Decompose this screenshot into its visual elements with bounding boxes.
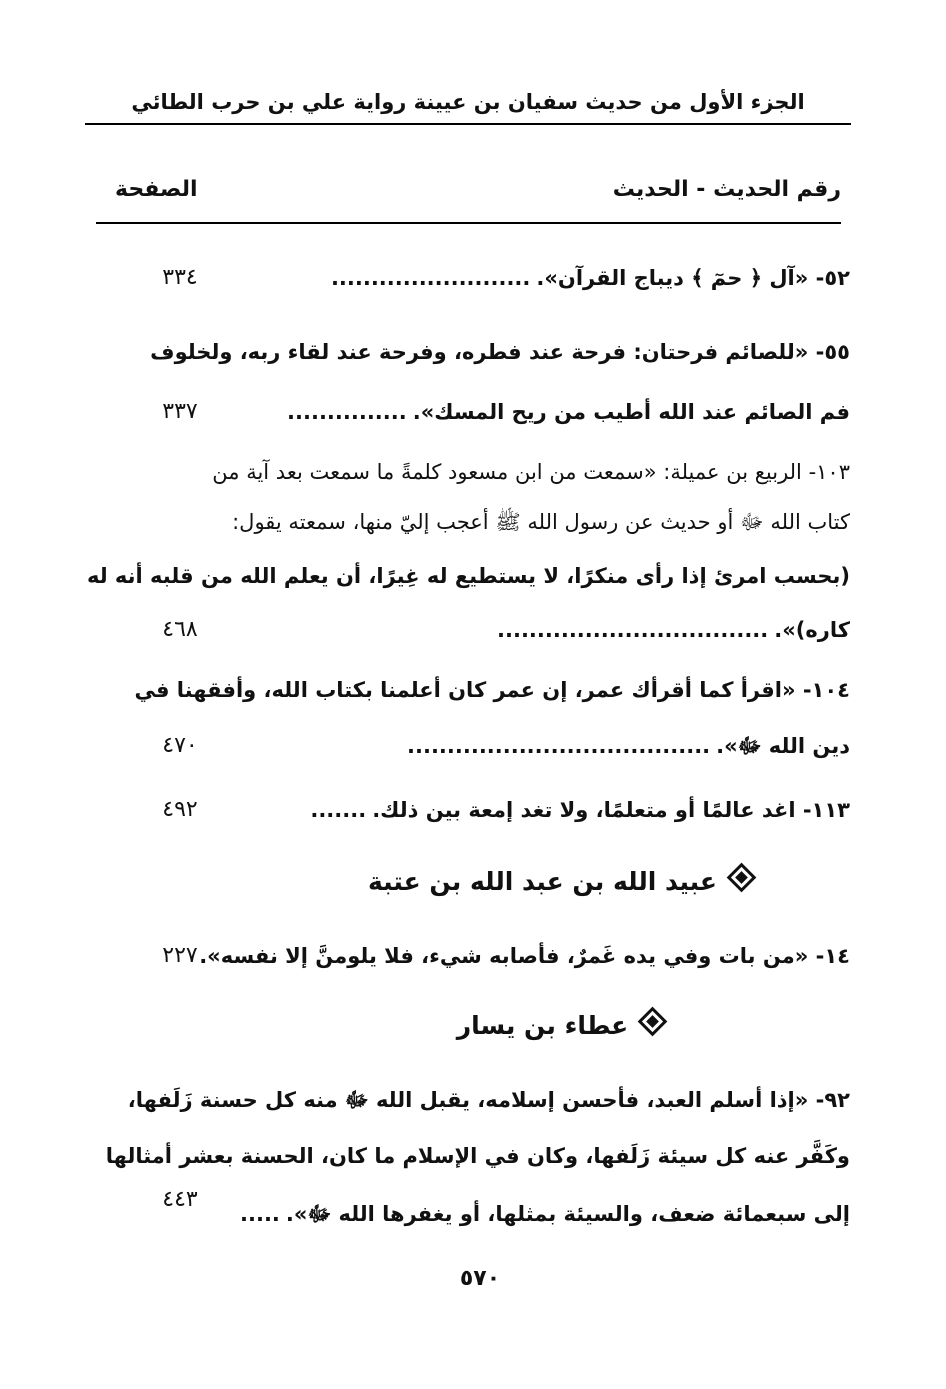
entry-page-number: ٣٣٧ — [162, 399, 198, 424]
index-entry-line: ٩٢- «إذا أسلم العبد، فأحسن إسلامه، يقبل الله ﷻ منه كل حسنة زَلَفها، — [127, 1088, 850, 1112]
index-entry-line: إلى سبعمائة ضعف، والسيئة بمثلها، أو يغفرها الله ﷻ»...... — [240, 1202, 850, 1226]
hadith-column-heading: رقم الحديث - الحديث — [612, 177, 841, 202]
header-rule — [85, 123, 851, 125]
index-entry-line: ٥٥- «للصائم فرحتان: فرحة عند فطره، وفرحة عند لقاء ربه، ولخلوف — [150, 340, 850, 364]
index-entry-line: كاره)»................................... — [497, 618, 850, 642]
diamond-bullet-icon — [727, 863, 757, 893]
leader-dots: .................................. — [497, 618, 769, 642]
leader-dots: ............... — [287, 400, 407, 424]
leader-dots: ......................... — [330, 266, 531, 290]
entry-page-number: ٣٣٤ — [162, 265, 198, 290]
index-entry-line: ١١٣- اغد عالمًا أو متعلمًا، ولا تغد إمعة بين ذلك........ — [310, 798, 850, 822]
page-number: ٥٧٠ — [459, 1266, 501, 1291]
index-entry-line: ١٠٣- الربيع بن عميلة: «سمعت من ابن مسعود كلمةً ما سمعت بعد آية من — [212, 460, 850, 484]
entry-page-number: ٤٦٨ — [162, 617, 198, 642]
running-header: الجزء الأول من حديث سفيان بن عيينة رواية علي بن حرب الطائي — [131, 90, 805, 114]
entry-page-number: ٢٢٧ — [162, 943, 198, 968]
index-entry-line: ١٠٤- «اقرأ كما أقرأك عمر، إن عمر كان أعلمنا بكتاب الله، وأفقهنا في — [134, 678, 850, 702]
section-heading: عطاء بن يسار — [270, 1004, 850, 1048]
leader-dots: ....... — [310, 798, 367, 822]
diamond-bullet-icon — [638, 1007, 668, 1037]
index-entry-line: وكَفَّر عنه كل سيئة زَلَفها، وكان في الإسلام ما كان، الحسنة بعشر أمثالها — [105, 1144, 850, 1168]
index-entry-line: دين الله ﷻ»....................................... — [407, 734, 850, 758]
index-entry-line: فم الصائم عند الله أطيب من ريح المسك»................ — [287, 400, 850, 424]
entry-page-number: ٤٩٢ — [162, 797, 198, 822]
index-entry-line: كتاب الله ﷻ أو حديث عن رسول الله ﷺ أعجب إليّ منها، سمعته يقول: — [232, 510, 850, 534]
leader-dots: ...................................... — [407, 734, 711, 758]
entry-page-number: ٤٧٠ — [162, 733, 198, 758]
index-entry-line: (بحسب امرئ إذا رأى منكرًا، لا يستطيع له غِيرًا، أن يعلم الله من قلبه أنه له — [86, 564, 850, 588]
leader-dots: ..... — [240, 1202, 280, 1226]
section-heading: عبيد الله بن عبد الله بن عتبة — [270, 860, 850, 904]
column-heading-rule — [96, 222, 841, 224]
page-column-heading: الصفحة — [115, 177, 198, 202]
index-entry-line: ١٤- «من بات وفي يده غَمرٌ، فأصابه شيء، فلا يلومنَّ إلا نفسه». — [199, 944, 850, 968]
index-entry-line: ٥٢- «آل ﴿ حمٓ ﴾ ديباج القرآن».......................... — [330, 266, 850, 290]
entry-page-number: ٤٤٣ — [162, 1187, 198, 1212]
